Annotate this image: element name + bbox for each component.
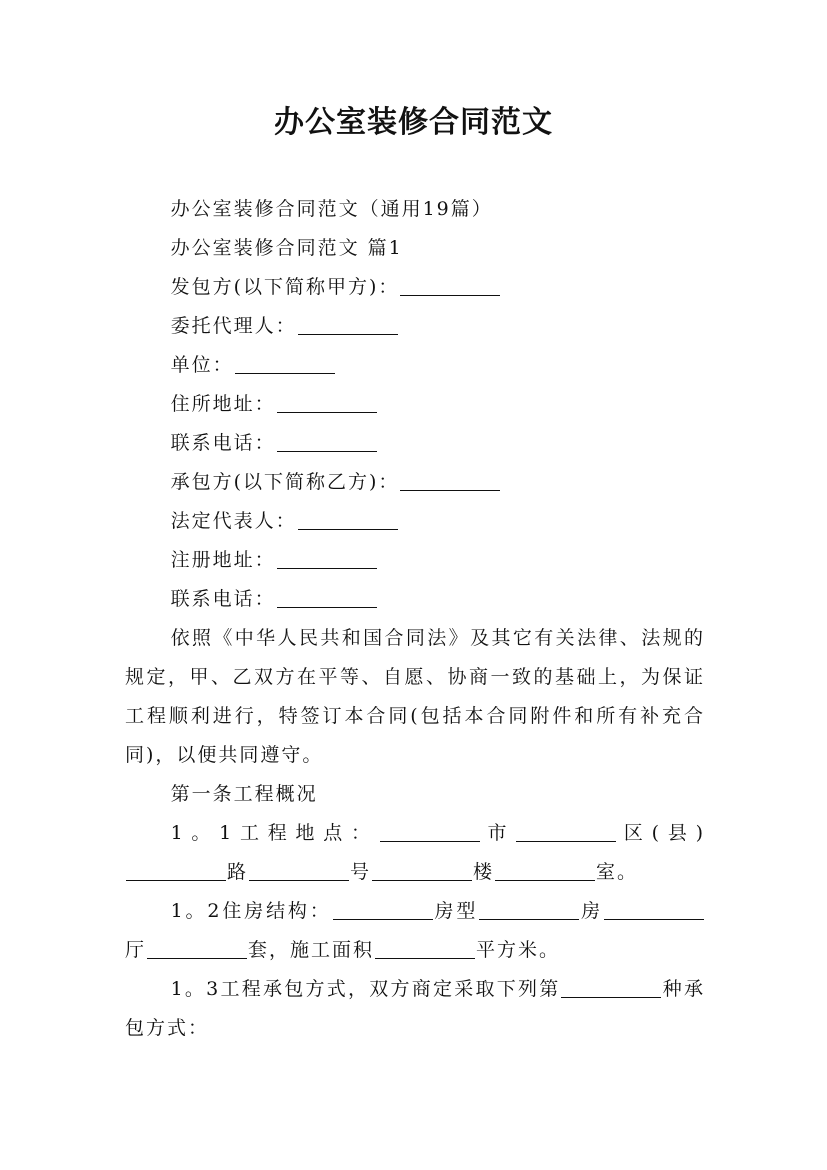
fill-in-blank	[277, 411, 377, 413]
field-label: 注册地址：	[170, 549, 276, 571]
field-line-address	[125, 385, 705, 424]
clause-1-2	[125, 892, 705, 970]
fill-in-blank	[249, 879, 349, 881]
fill-in-blank	[277, 567, 377, 569]
field-line-unit	[125, 346, 705, 385]
clause-part: 室。	[596, 861, 639, 883]
fill-in-blank	[400, 294, 500, 296]
field-label: 委托代理人：	[170, 315, 297, 337]
fill-in-blank	[235, 372, 335, 374]
document-title: 办公室装修合同范文	[274, 105, 553, 140]
clause-part: 市	[480, 822, 516, 844]
field-line-agent	[125, 307, 705, 346]
section-heading: 办公室装修合同范文 篇1	[170, 237, 403, 259]
fill-in-blank	[400, 489, 500, 491]
fill-in-blank	[380, 840, 480, 842]
fill-in-blank	[372, 879, 472, 881]
field-label: 法定代表人：	[170, 510, 297, 532]
clause-lead: 1。3工程承包方式，双方商定采取下列第	[170, 978, 561, 1000]
clause-lead: 1。2住房结构：	[170, 900, 332, 922]
fill-in-blank	[604, 918, 704, 920]
clause-1-1	[125, 814, 705, 892]
clause-part: 路	[227, 861, 249, 883]
clause-tail: 种承包方式：	[125, 978, 705, 1039]
field-line-legal-rep	[125, 502, 705, 541]
clause-part: 区(县)	[617, 822, 705, 844]
clause-part: 楼	[473, 861, 495, 883]
clause-part: 号	[350, 861, 372, 883]
clause-lead: 1。1工程地点：	[170, 822, 379, 844]
clause-part: 房型	[433, 900, 479, 922]
document-body	[125, 190, 705, 1048]
clause-part: 房	[580, 900, 603, 922]
fill-in-blank	[126, 879, 226, 881]
field-line-reg-address	[125, 541, 705, 580]
fill-in-blank	[516, 840, 616, 842]
intro-paragraph: 依照《中华人民共和国合同法》及其它有关法律、法规的规定，甲、乙双方在平等、自愿、协商一致的基础上，为保证工程顺利进行，特签订本合同(包括本合同附件和所有补充合同)，以便共同遵守。	[125, 627, 705, 766]
fill-in-blank	[147, 957, 247, 959]
field-line-party-a	[125, 268, 705, 307]
fill-in-blank	[298, 528, 398, 530]
clause-part: 平方米。	[476, 939, 561, 961]
field-line-phone-a	[125, 424, 705, 463]
fill-in-blank	[298, 333, 398, 335]
fill-in-blank	[333, 918, 433, 920]
clause-part: 套，施工面积	[248, 939, 375, 961]
clause-part: 厅	[125, 939, 147, 961]
field-label: 住所地址：	[170, 393, 276, 415]
document-subtitle: 办公室装修合同范文（通用19篇）	[170, 198, 493, 220]
clause-1-3	[125, 970, 705, 1048]
field-label: 联系电话：	[170, 432, 276, 454]
article-1-heading: 第一条工程概况	[170, 783, 318, 805]
fill-in-blank	[495, 879, 595, 881]
field-label: 承包方(以下简称乙方)：	[170, 471, 400, 493]
fill-in-blank	[561, 996, 661, 998]
field-line-phone-b	[125, 580, 705, 619]
field-label: 单位：	[170, 354, 234, 376]
fill-in-blank	[277, 450, 377, 452]
fill-in-blank	[277, 606, 377, 608]
field-label: 联系电话：	[170, 588, 276, 610]
fill-in-blank	[479, 918, 579, 920]
fill-in-blank	[375, 957, 475, 959]
field-line-party-b	[125, 463, 705, 502]
field-label: 发包方(以下简称甲方)：	[170, 276, 400, 298]
